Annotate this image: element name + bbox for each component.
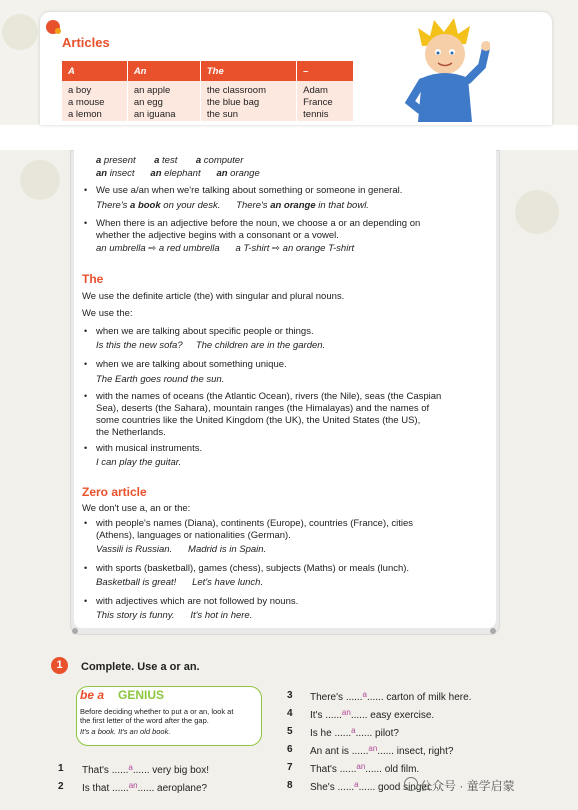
rule-text: the Netherlands.: [96, 427, 166, 438]
table-header: An: [127, 61, 200, 81]
rule-text: with sports (basketball), games (chess), subjects (Maths) or meals (lunch).: [96, 563, 410, 574]
bullet-icon: •: [84, 218, 88, 228]
table-header: The: [200, 61, 296, 81]
example-row: There's a book on your desk. There's an orange in that bowl.: [96, 200, 369, 211]
table-cell: an apple: [127, 81, 200, 97]
bullet-icon: •: [84, 596, 88, 606]
question-item: Is that ......$^{an}$...... aeroplane?: [82, 781, 208, 794]
question-number: 1: [58, 763, 64, 774]
question-number: 5: [287, 726, 293, 737]
bullet-icon: •: [84, 359, 88, 369]
genius-word: GENIUS: [118, 688, 165, 702]
question-number: 2: [58, 781, 64, 792]
rule-text: with the names of oceans (the Atlantic Ocean), rivers (the Nile), seas (the Caspian: [96, 391, 442, 402]
exercise-title: Complete. Use a or an.: [81, 661, 200, 673]
question-item: That's ......$^a$...... very big box!: [82, 763, 209, 776]
table-cell: a boy: [62, 81, 127, 97]
question-item: An ant is ......$^{an}$...... insect, right?: [310, 744, 454, 757]
page-title: Articles: [62, 35, 110, 50]
table-cell: an iguana: [127, 109, 200, 121]
dot-icon: [55, 28, 61, 34]
question-item: There's ......$^a$...... carton of milk here.: [310, 690, 472, 703]
table-cell: the sun: [200, 109, 296, 121]
bullet-icon: •: [84, 185, 88, 195]
table-header: A: [62, 61, 127, 81]
gear-decoration: [515, 190, 559, 234]
rule-text: We use the definite article (the) with singular and plural nouns.: [82, 291, 345, 302]
rule-text: whether the adjective begins with a consonant or a vowel.: [96, 230, 339, 241]
table-cell: a mouse: [62, 97, 127, 109]
bullet-icon: •: [84, 518, 88, 528]
watermark: 公众号 · 童学启蒙: [420, 779, 515, 793]
rule-text: with musical instruments.: [96, 443, 203, 454]
table-cell: the classroom: [200, 81, 296, 97]
example-row: Is this the new sofa? The children are in the garden.: [96, 340, 326, 351]
example-row: a present a test a computer: [96, 155, 244, 166]
exercise-number-badge: 1: [51, 657, 68, 674]
table-header: –: [297, 61, 354, 81]
table-cell: France: [297, 97, 354, 109]
rule-text: When there is an adjective before the noun, we choose a or an depending on: [96, 218, 421, 229]
rule-text: when we are talking about something unique.: [96, 359, 287, 370]
table-cell: Adam: [297, 81, 354, 97]
question-number: 3: [287, 690, 293, 701]
pin-icon: [490, 628, 496, 634]
question-item: She's ......$^a$...... good singer.: [310, 780, 433, 793]
section-heading: The: [82, 272, 104, 286]
rule-text: when we are talking about specific people or things.: [96, 326, 314, 337]
example-row: an insect an elephant an orange: [96, 168, 260, 179]
bullet-icon: •: [84, 391, 88, 401]
example-row: an umbrella ⇨ a red umbrella a T-shirt ⇨ an orange T-shirt: [96, 243, 355, 254]
gear-decoration: [2, 14, 38, 50]
table-cell: the blue bag: [200, 97, 296, 109]
rule-text: We don't use a, an or the:: [82, 503, 191, 514]
rule-text: (Athens), languages or nationalities (German).: [96, 530, 291, 541]
table-cell: a lemon: [62, 109, 127, 121]
rule-text: with people's names (Diana), continents (Europe), countries (France), cities: [96, 518, 414, 529]
genius-text: Before deciding whether to put a or an, look at: [80, 707, 234, 716]
example-row: This story is funny. It's hot in here.: [96, 610, 253, 621]
gear-decoration: [20, 160, 60, 200]
question-item: Is he ......$^a$...... pilot?: [310, 726, 399, 739]
genius-text: It's a book. It's an old book.: [80, 727, 171, 736]
bullet-icon: •: [84, 443, 88, 453]
question-number: 8: [287, 780, 293, 791]
pin-icon: [72, 628, 78, 634]
example-row: Basketball is great! Let's have lunch.: [96, 577, 264, 588]
table-cell: an egg: [127, 97, 200, 109]
rule-text: We use the:: [82, 308, 133, 319]
question-item: It's ......$^{an}$...... easy exercise.: [310, 708, 435, 721]
example-row: The Earth goes round the sun.: [96, 374, 225, 385]
question-item: That's ......$^{an}$...... old film.: [310, 762, 420, 775]
genius-title: be a: [80, 688, 105, 702]
table-cell: tennis: [297, 109, 354, 121]
rule-text: some countries like the United Kingdom (the UK), the United States (the US),: [96, 415, 421, 426]
bullet-icon: •: [84, 563, 88, 573]
cartoon-boy-illustration: [400, 18, 490, 122]
genius-text: the first letter of the word after the gap.: [80, 716, 209, 725]
gap-strip: [0, 125, 578, 150]
rule-text: with adjectives which are not followed by nouns.: [96, 596, 299, 607]
rule-text: We use a/an when we're talking about something or someone in general.: [96, 185, 403, 196]
question-number: 7: [287, 762, 293, 773]
question-number: 4: [287, 708, 293, 719]
example-row: Vassili is Russian. Madrid is in Spain.: [96, 544, 267, 555]
question-number: 6: [287, 744, 293, 755]
bullet-icon: •: [84, 326, 88, 336]
articles-table: [62, 61, 354, 121]
rule-text: Sea), deserts (the Sahara), mountain ranges (the Himalayas) and the names of: [96, 403, 430, 414]
section-heading: Zero article: [82, 485, 147, 499]
wechat-icon: [404, 777, 418, 791]
example-row: I can play the guitar.: [96, 457, 182, 468]
